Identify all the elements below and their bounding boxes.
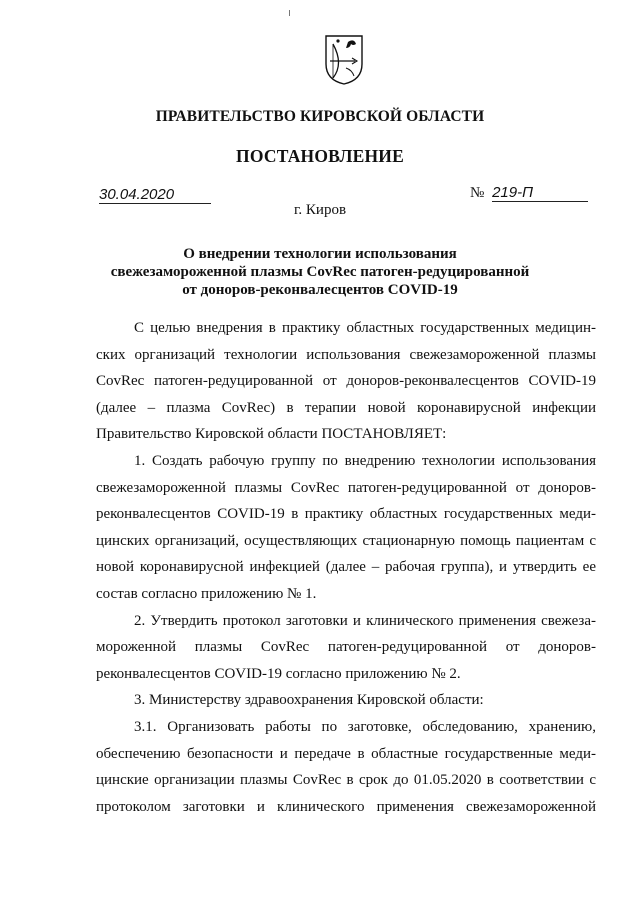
- body-line: Правительство Кировской области ПОСТАНОВЛЯЕТ:: [96, 426, 447, 443]
- document-subject: [0, 245, 640, 299]
- body-line: мороженной плазмы CovRec патоген-редуцированной от доноров-: [96, 639, 596, 656]
- body-line: новой коронавирусной инфекцией (далее – рабочая группа), и утвердить ее: [96, 559, 596, 576]
- body-line: состав согласно приложению № 1.: [96, 585, 317, 602]
- body-line: (далее – плазма CovRec) в терапии новой коронавирусной инфекции: [96, 399, 596, 416]
- subject-line: О внедрении технологии использования: [183, 246, 457, 262]
- body-line: протоколом заготовки и клинического применения свежезамороженной: [96, 798, 596, 815]
- body-line: свежезамороженной плазмы CovRec патоген-редуцированной от доноров-: [96, 479, 596, 496]
- document-number: 219-П: [492, 184, 588, 202]
- body-line: цинских организаций, осуществляющих стационарную помощь пациентам с: [96, 532, 596, 549]
- subject-line: свежезамороженной плазмы CovRec патоген-редуцированной: [110, 264, 530, 280]
- document-body: [96, 315, 596, 820]
- body-line: реконвалесцентов COVID-19 в практику областных государственных меди-: [96, 506, 596, 523]
- number-sign: №: [470, 185, 485, 201]
- coat-of-arms-icon: [324, 34, 364, 86]
- body-line: С целью внедрения в практику областных государственных медицин-: [134, 320, 596, 336]
- body-line: 2. Утвердить протокол заготовки и клинического применения свежеза-: [134, 612, 596, 629]
- body-line: 3. Министерству здравоохранения Кировской области:: [134, 692, 484, 709]
- body-line: 1. Создать рабочую группу по внедрению технологии использования: [134, 452, 596, 469]
- body-line: реконвалесцентов COVID-19 согласно приложению № 2.: [96, 665, 461, 682]
- document-number-block: [470, 184, 588, 202]
- scan-mark: [289, 10, 290, 16]
- government-heading: ПРАВИТЕЛЬСТВО КИРОВСКОЙ ОБЛАСТИ: [155, 108, 485, 125]
- document-type-heading: ПОСТАНОВЛЕНИЕ: [236, 146, 404, 166]
- body-line: CovRec патоген-редуцированной от доноров-реконвалесцентов COVID-19: [96, 373, 596, 390]
- body-line: цинские организации плазмы CovRec в срок до 01.05.2020 в соответствии с: [96, 772, 596, 789]
- document-date: 30.04.2020: [99, 186, 211, 204]
- subject-line: от доноров-реконвалесцентов COVID-19: [182, 282, 458, 298]
- body-line: обеспечению безопасности и передаче в областные государственные меди-: [96, 745, 596, 762]
- body-line: 3.1. Организовать работы по заготовке, обследованию, хранению,: [134, 718, 596, 735]
- city: г. Киров: [293, 202, 347, 218]
- body-line: ских организаций технологии использования свежезамороженной плазмы: [96, 346, 596, 363]
